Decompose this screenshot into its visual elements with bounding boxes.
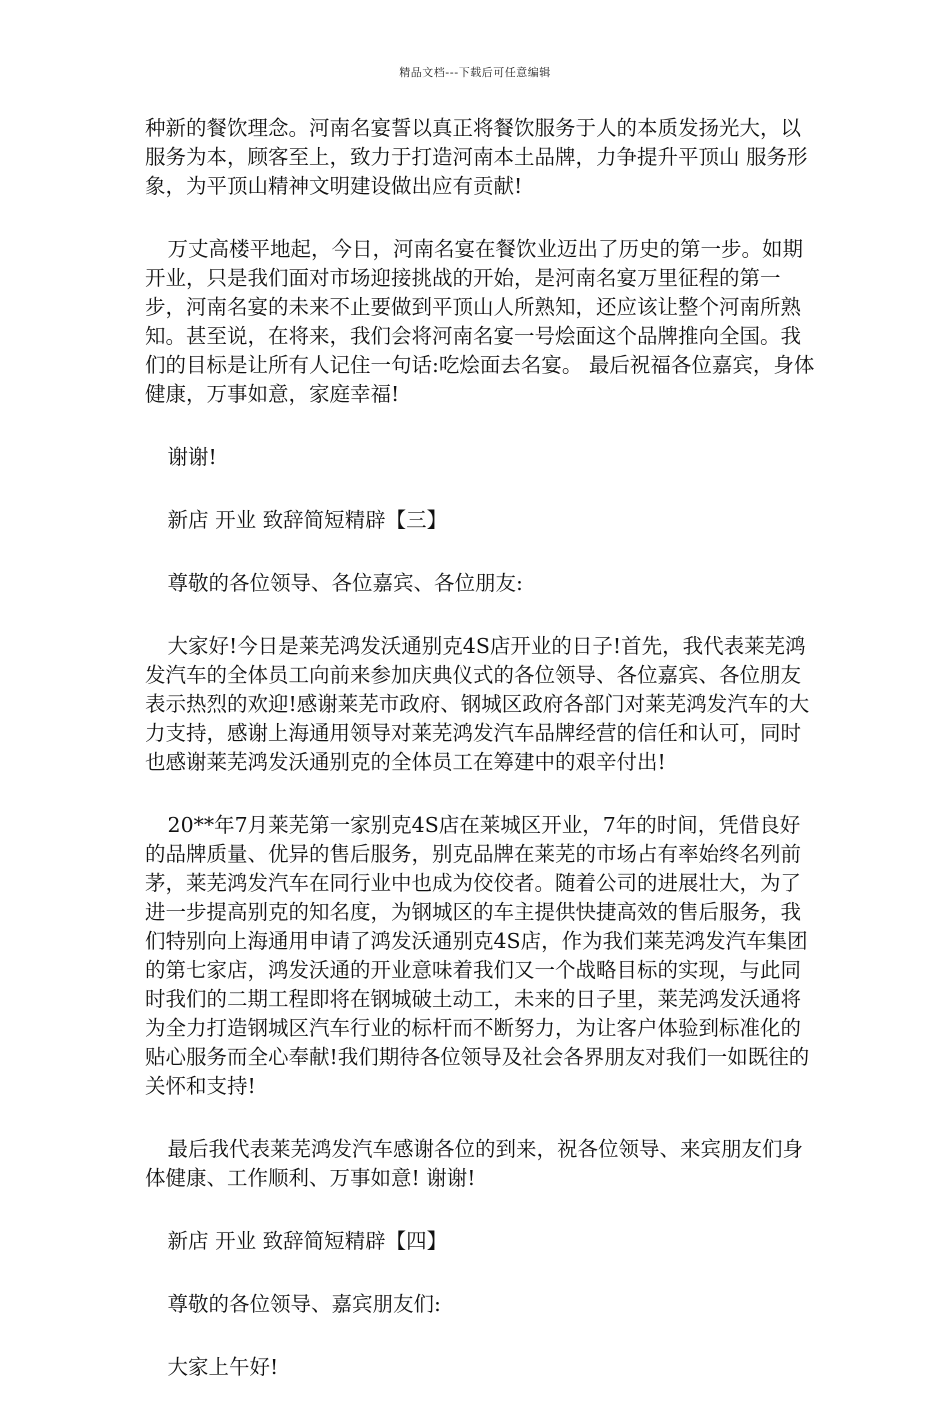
page-header: 精品文档---下载后可任意编辑 bbox=[399, 66, 551, 79]
paragraph: 最后我代表莱芜鸿发汽车感谢各位的到来，祝各位领导、来宾朋友们身体健康、工作顺利、万事如意! 谢谢! bbox=[145, 1137, 804, 1190]
paragraph: 种新的餐饮理念。河南名宴誓以真正将餐饮服务于人的本质发扬光大，以服务为本，顾客至上，致力于打造河南本土品牌，力争提升平顶山 服务形象，为平顶山精神文明建设做出应有贡献! bbox=[145, 116, 808, 198]
document-body bbox=[145, 114, 815, 1416]
salutation: 尊敬的各位领导、各位嘉宾、各位朋友: bbox=[167, 571, 523, 595]
salutation: 尊敬的各位领导、嘉宾朋友们: bbox=[167, 1292, 441, 1316]
section-heading: 新店 开业 致辞简短精辟【三】 bbox=[167, 508, 448, 532]
paragraph: 大家好!今日是莱芜鸿发沃通别克4S店开业的日子!首先，我代表莱芜鸿发汽车的全体员工向前来参加庆典仪式的各位领导、各位嘉宾、各位朋友表示热烈的欢迎!感谢莱芜市政府、钢城区政府各部门对莱芜鸿发汽车的大力支持，感谢上海通用领导对莱芜鸿发汽车品牌经营的信任和认可，同时也感谢莱芜鸿发沃通别克的全体员工在筹建中的艰辛付出! bbox=[145, 634, 810, 774]
paragraph: 大家上午好! bbox=[167, 1355, 279, 1379]
paragraph: 谢谢! bbox=[167, 445, 217, 469]
paragraph: 万丈高楼平地起，今日，河南名宴在餐饮业迈出了历史的第一步。如期开业，只是我们面对市场迎接挑战的开始，是河南名宴万里征程的第一步，河南名宴的未来不止要做到平顶山人所熟知，还应该让整个河南所熟知。甚至说，在将来，我们会将河南名宴一号烩面这个品牌推向全国。我们的目标是让所有人记住一句话:吃烩面去名宴。 最后祝福各位嘉宾，身体健康，万事如意，家庭幸福! bbox=[145, 237, 815, 406]
paragraph: 20**年7月莱芜第一家别克4S店在莱城区开业，7年的时间，凭借良好的品牌质量、优异的售后服务，别克品牌在莱芜的市场占有率始终名列前茅，莱芜鸿发汽车在同行业中也成为佼佼者。随着公司的进展壮大，为了进一步提高别克的知名度，为钢城区的车主提供快捷高效的售后服务，我们特别向上海通用申请了鸿发沃通别克4S店，作为我们莱芜鸿发汽车集团的第七家店，鸿发沃通的开业意味着我们又一个战略目标的实现，与此同时我们的二期工程即将在钢城破土动工，未来的日子里，莱芜鸿发沃通将为全力打造钢城区汽车行业的标杆而不断努力，为让客户体验到标准化的贴心服务而全心奉献!我们期待各位领导及社会各界朋友对我们一如既往的关怀和支持! bbox=[145, 813, 810, 1098]
section-heading: 新店 开业 致辞简短精辟【四】 bbox=[167, 1229, 448, 1253]
